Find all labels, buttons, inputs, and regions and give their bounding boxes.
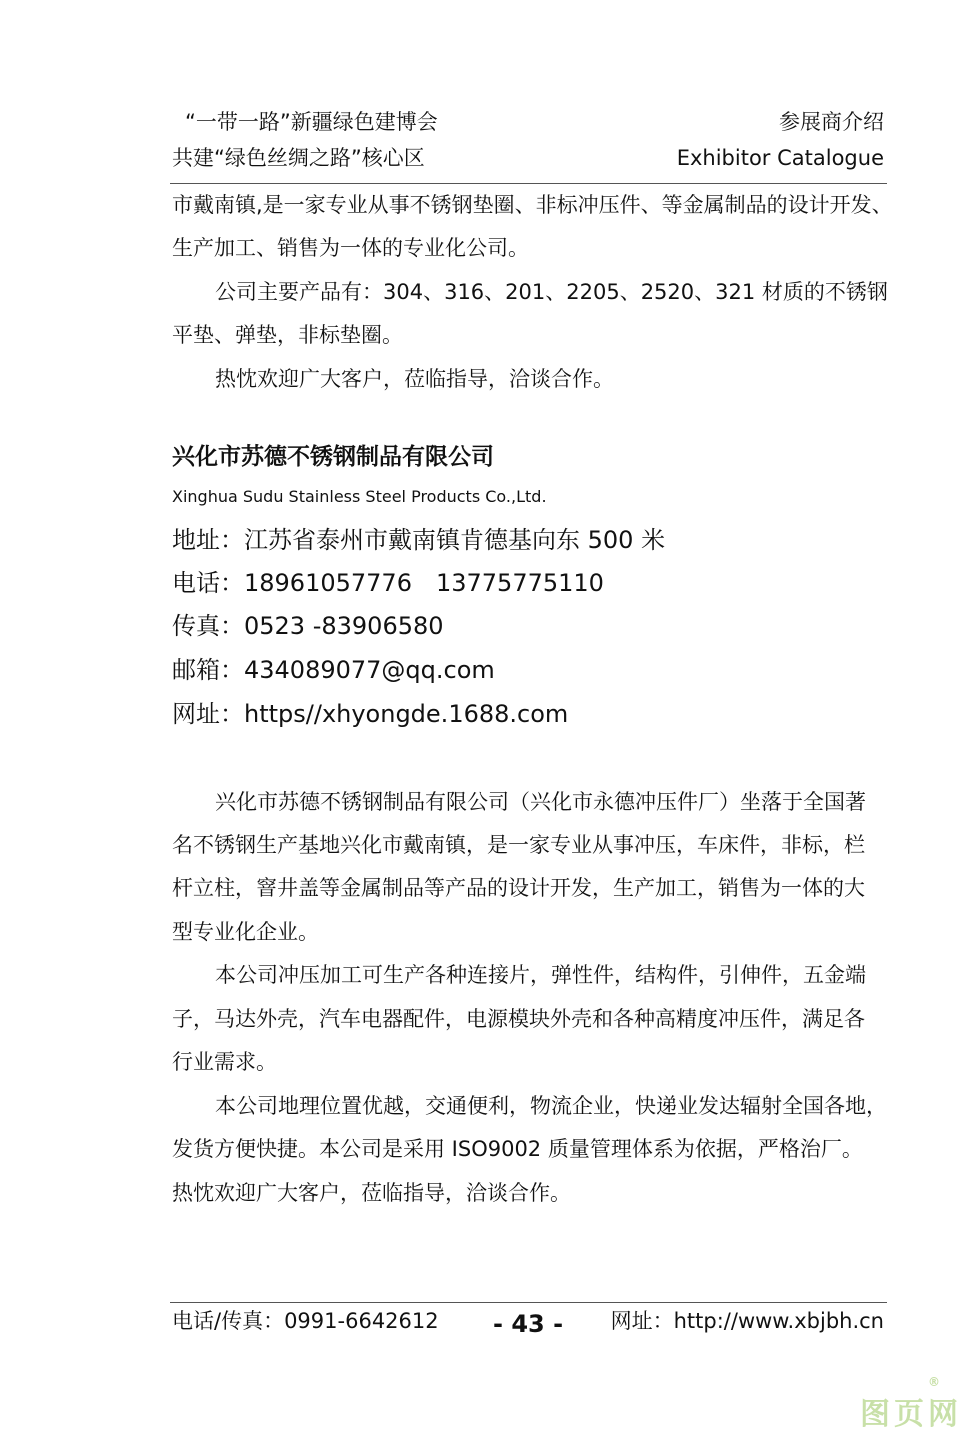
registered-mark: ® <box>928 1375 940 1389</box>
company-name: 兴化市苏德不锈钢制品有限公司 <box>172 444 494 470</box>
company-name-en: Xinghua Sudu Stainless Steel Products Co.,Ltd. <box>172 487 547 506</box>
description-line: 杆立柱，窨井盖等金属制品等产品的设计开发，生产加工，销售为一体的大 <box>172 876 865 900</box>
phone-number-2: 13775775110 <box>435 569 604 597</box>
phone-label: 电话： <box>172 569 244 597</box>
description-line: 子，马达外壳，汽车电器配件，电源模块外壳和各种高精度冲压件，满足各 <box>172 1007 865 1031</box>
company-website: 网址：https//xhyongde.1688.com <box>172 700 569 728</box>
description-line: 本公司冲压加工可生产各种连接片，弹性件，结构件，引伸件，五金端 <box>215 963 866 987</box>
header-title-line1: “一带一路”新疆绿色建博会 <box>185 110 438 134</box>
header-divider <box>170 183 887 184</box>
header-title-line2: 共建“绿色丝绸之路”核心区 <box>172 146 425 170</box>
description-line: 型专业化企业。 <box>172 920 319 944</box>
company-email: 邮箱：434089077@qq.com <box>172 656 495 684</box>
description-line: 热忱欢迎广大客户，莅临指导，洽谈合作。 <box>172 1181 571 1205</box>
footer-website: 网址：http://www.xbjbh.cn <box>610 1309 884 1333</box>
intro-line: 生产加工、销售为一体的专业化公司。 <box>172 236 529 260</box>
intro-line: 市戴南镇,是一家专业从事不锈钢垫圈、非标冲压件、等金属制品的设计开发、 <box>172 193 893 217</box>
company-phone <box>172 571 604 595</box>
company-fax: 传真：0523 -83906580 <box>172 612 444 640</box>
watermark-logo <box>860 1375 962 1433</box>
header-catalogue-label: Exhibitor Catalogue <box>676 146 884 170</box>
footer-divider <box>170 1302 887 1303</box>
description-line: 发货方便快捷。本公司是采用 ISO9002 质量管理体系为依据，严格治厂。 <box>172 1137 863 1161</box>
header-section-title: 参展商介绍 <box>779 110 884 134</box>
description-line: 兴化市苏德不锈钢制品有限公司（兴化市永德冲压件厂）坐落于全国著 <box>215 790 866 814</box>
company-address: 地址：江苏省泰州市戴南镇肯德基向东 500 米 <box>172 526 666 554</box>
intro-line: 公司主要产品有：304、316、201、2205、2520、321 材质的不锈钢 <box>215 280 888 304</box>
watermark-text: 图页网 <box>860 1397 962 1432</box>
phone-number-1: 18961057776 <box>244 569 412 597</box>
description-line: 行业需求。 <box>172 1050 277 1074</box>
description-line: 名不锈钢生产基地兴化市戴南镇，是一家专业从事冲压，车床件，非标，栏 <box>172 833 865 857</box>
page-number: - 43 - <box>493 1310 564 1338</box>
footer-phone: 电话/传真：0991-6642612 <box>172 1309 439 1333</box>
description-line: 本公司地理位置优越，交通便利，物流企业，快递业发达辐射全国各地， <box>215 1094 887 1118</box>
intro-line: 平垫、弹垫，非标垫圈。 <box>172 323 403 347</box>
intro-line: 热忱欢迎广大客户，莅临指导，洽谈合作。 <box>215 367 614 391</box>
